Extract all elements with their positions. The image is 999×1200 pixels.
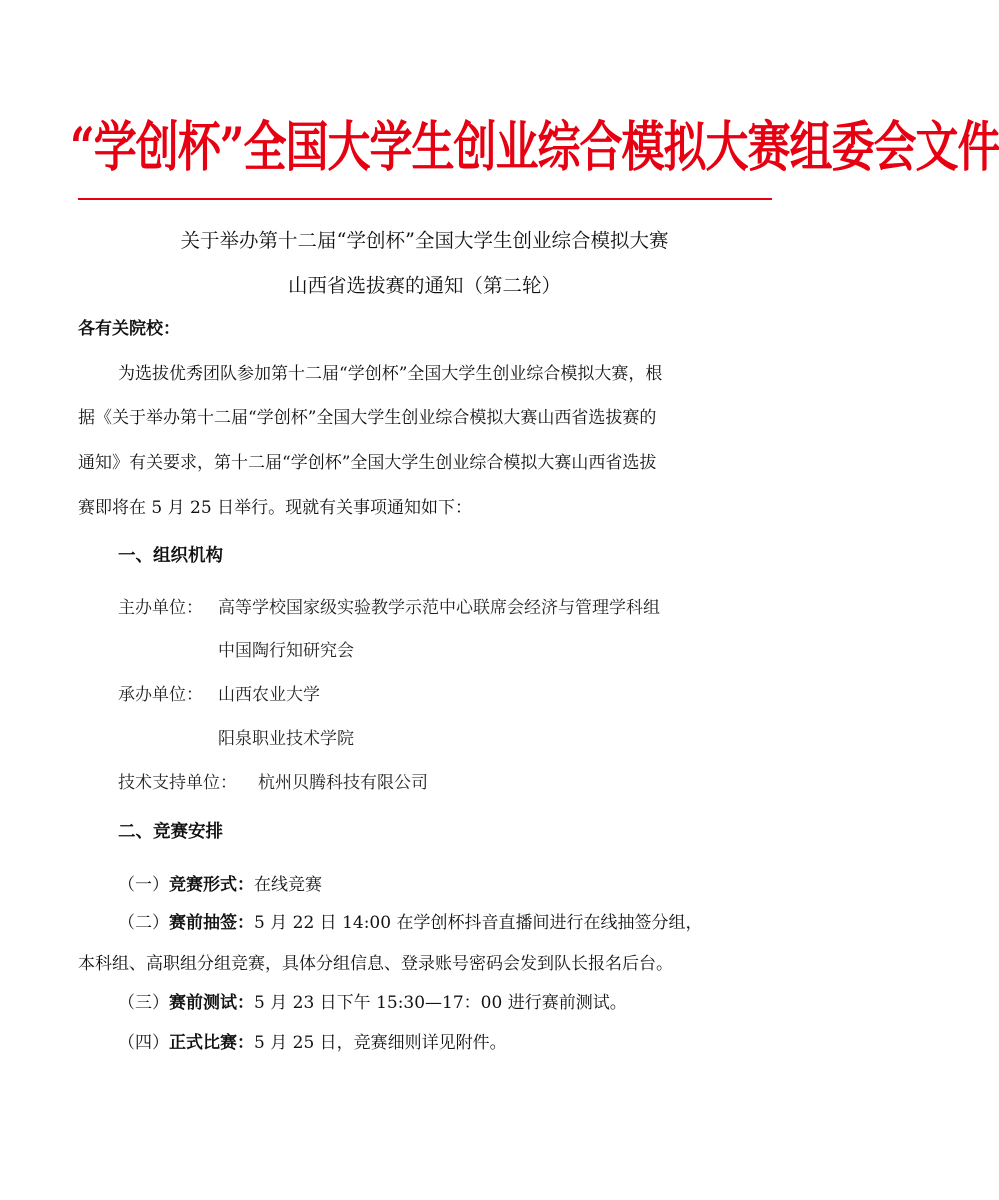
item-1-prefix: （一） <box>118 875 169 895</box>
item-4-label: 正式比赛： <box>169 1033 254 1053</box>
intro-line-1: 为选拔优秀团队参加第十二届“学创杯”全国大学生创业综合模拟大赛，根 <box>118 364 663 384</box>
arrangement-item-2 <box>118 908 702 933</box>
organizer-unit-2: 阳泉职业技术学院 <box>218 729 354 749</box>
item-3-prefix: （三） <box>118 993 169 1013</box>
item-1-text: 在线竞赛 <box>254 875 322 895</box>
notice-title-line-1: 关于举办第十二届“学创杯”全国大学生创业综合模拟大赛 <box>180 229 669 252</box>
item-2-label: 赛前抽签： <box>169 913 254 933</box>
item-1-label: 竞赛形式： <box>169 875 254 895</box>
tech-support-label: 技术支持单位： <box>118 773 237 793</box>
arrangement-item-3 <box>118 988 627 1013</box>
intro-line-2: 据《关于举办第十二届“学创杯”全国大学生创业综合模拟大赛山西省选拔赛的 <box>78 408 657 428</box>
host-unit-1: 高等学校国家级实验教学示范中心联席会经济与管理学科组 <box>218 598 660 618</box>
arrangement-item-2-continued: 本科组、高职组分组竞赛，具体分组信息、登录账号密码会发到队长报名后台。 <box>78 954 673 974</box>
salutation: 各有关院校： <box>78 319 180 339</box>
document-masthead: “学创杯”全国大学生创业综合模拟大赛组委会文件 <box>70 116 999 180</box>
organizer-label: 承办单位： <box>118 685 203 705</box>
host-unit-2: 中国陶行知研究会 <box>218 641 354 661</box>
item-2-prefix: （二） <box>118 913 169 933</box>
intro-line-4: 赛即将在 5 月 25 日举行。现就有关事项通知如下： <box>78 498 473 518</box>
host-label: 主办单位： <box>118 598 203 618</box>
arrangement-item-4 <box>118 1028 507 1053</box>
section-2-heading: 二、竞赛安排 <box>118 822 223 842</box>
tech-support-unit: 杭州贝腾科技有限公司 <box>258 773 428 793</box>
arrangement-item-1 <box>118 870 322 895</box>
item-4-text: 5 月 25 日，竞赛细则详见附件。 <box>254 1033 507 1053</box>
item-3-label: 赛前测试： <box>169 993 254 1013</box>
masthead-red-rule <box>78 198 772 200</box>
organizer-unit-1: 山西农业大学 <box>218 685 320 705</box>
item-3-text: 5 月 23 日下午 15:30—17：00 进行赛前测试。 <box>254 993 627 1013</box>
item-4-prefix: （四） <box>118 1033 169 1053</box>
item-2-text: 5 月 22 日 14:00 在学创杯抖音直播间进行在线抽签分组， <box>254 913 703 933</box>
section-1-heading: 一、组织机构 <box>118 546 223 566</box>
intro-line-3: 通知》有关要求，第十二届“学创杯”全国大学生创业综合模拟大赛山西省选拔 <box>78 453 657 473</box>
notice-title-line-2: 山西省选拔赛的通知（第二轮） <box>287 274 561 297</box>
